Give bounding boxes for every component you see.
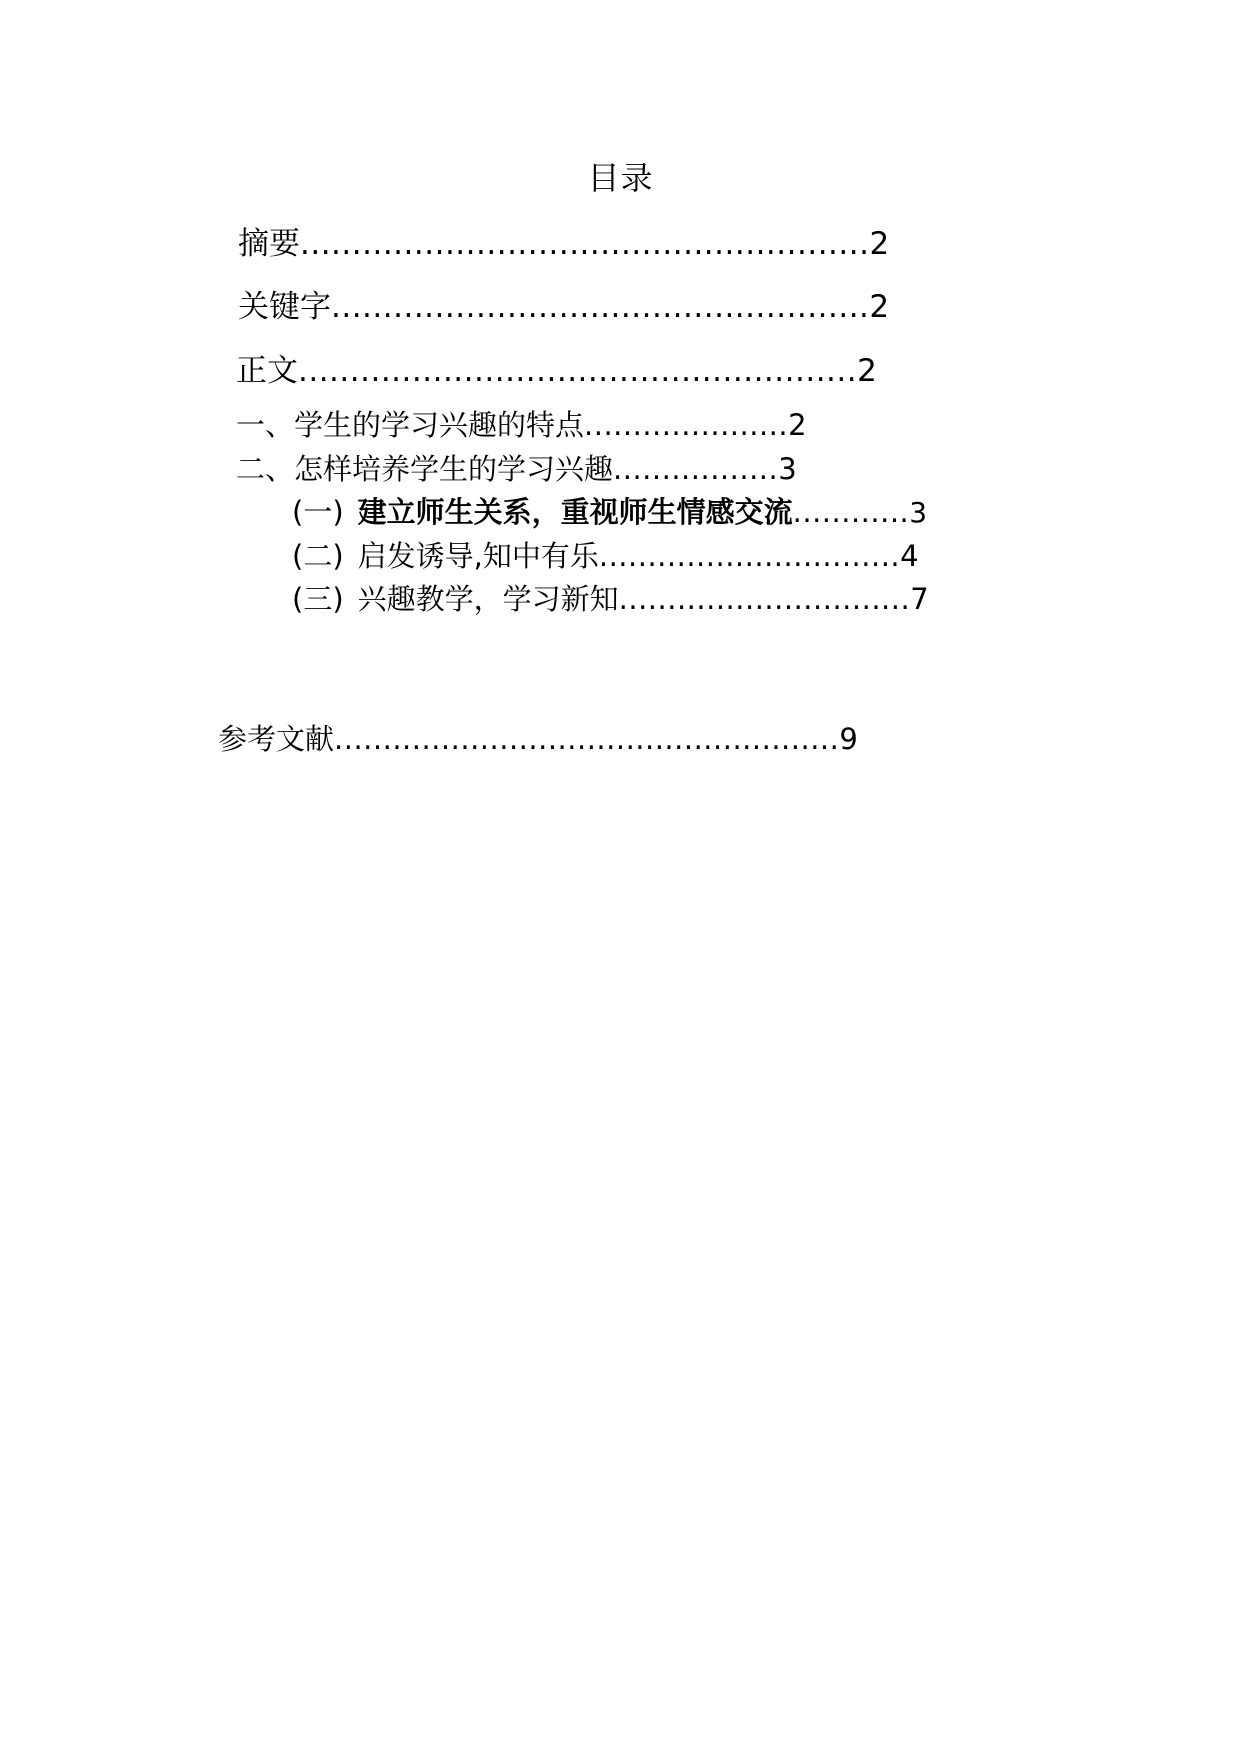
- toc-entry-section-1[interactable]: [236, 408, 807, 442]
- toc-entry-label: 建立师生关系，重视师生情感交流: [357, 495, 793, 529]
- toc-entry-abstract[interactable]: [238, 226, 890, 262]
- toc-leader-dots: .....................: [584, 408, 789, 442]
- toc-entry-label: 兴趣教学，学习新知: [357, 582, 619, 616]
- toc-entry-label: 参考文献: [218, 722, 335, 756]
- toc-entry-prefix: (一): [292, 495, 344, 529]
- toc-entry-prefix: (三): [292, 582, 344, 616]
- toc-entry-subsection-2[interactable]: [292, 539, 919, 573]
- toc-page-number: 3: [778, 452, 797, 486]
- toc-page-number: 2: [788, 408, 807, 442]
- toc-entry-subsection-1[interactable]: [292, 495, 928, 529]
- toc-page-number: 2: [857, 353, 877, 389]
- toc-leader-dots: ....................................................: [331, 289, 870, 325]
- toc-entry-label: 正文: [236, 353, 298, 389]
- toc-entry-label: 二、怎样培养学生的学习兴趣: [236, 452, 614, 486]
- toc-entry-label: 一、学生的学习兴趣的特点: [236, 408, 585, 442]
- toc-entry-keywords[interactable]: [238, 289, 890, 325]
- toc-entry-label: 关键字: [238, 289, 331, 325]
- toc-entry-body[interactable]: [236, 353, 877, 389]
- toc-leader-dots: .................: [613, 452, 779, 486]
- toc-leader-dots: ..............................: [618, 582, 911, 616]
- toc-leader-dots: ............: [792, 495, 910, 529]
- toc-page-number: 3: [909, 496, 928, 529]
- toc-title: 目录: [587, 159, 654, 197]
- toc-page-number: 9: [839, 722, 858, 756]
- toc-leader-dots: ....................................................: [334, 722, 840, 756]
- toc-entry-references[interactable]: [218, 722, 858, 756]
- toc-entry-subsection-3[interactable]: [292, 582, 929, 616]
- toc-page-number: 7: [910, 582, 929, 616]
- toc-entry-label: 启发诱导,知中有乐: [357, 539, 599, 573]
- toc-page-number: 2: [869, 226, 890, 262]
- toc-entry-label: 摘要: [238, 226, 300, 262]
- toc-entry-prefix: (二): [292, 539, 344, 573]
- toc-page-number: 2: [869, 289, 890, 325]
- toc-leader-dots: ......................................................: [298, 353, 858, 389]
- toc-leader-dots: ...............................: [598, 539, 901, 573]
- toc-leader-dots: .......................................................: [300, 226, 870, 262]
- toc-page-number: 4: [900, 539, 919, 573]
- toc-entry-section-2[interactable]: [236, 452, 797, 486]
